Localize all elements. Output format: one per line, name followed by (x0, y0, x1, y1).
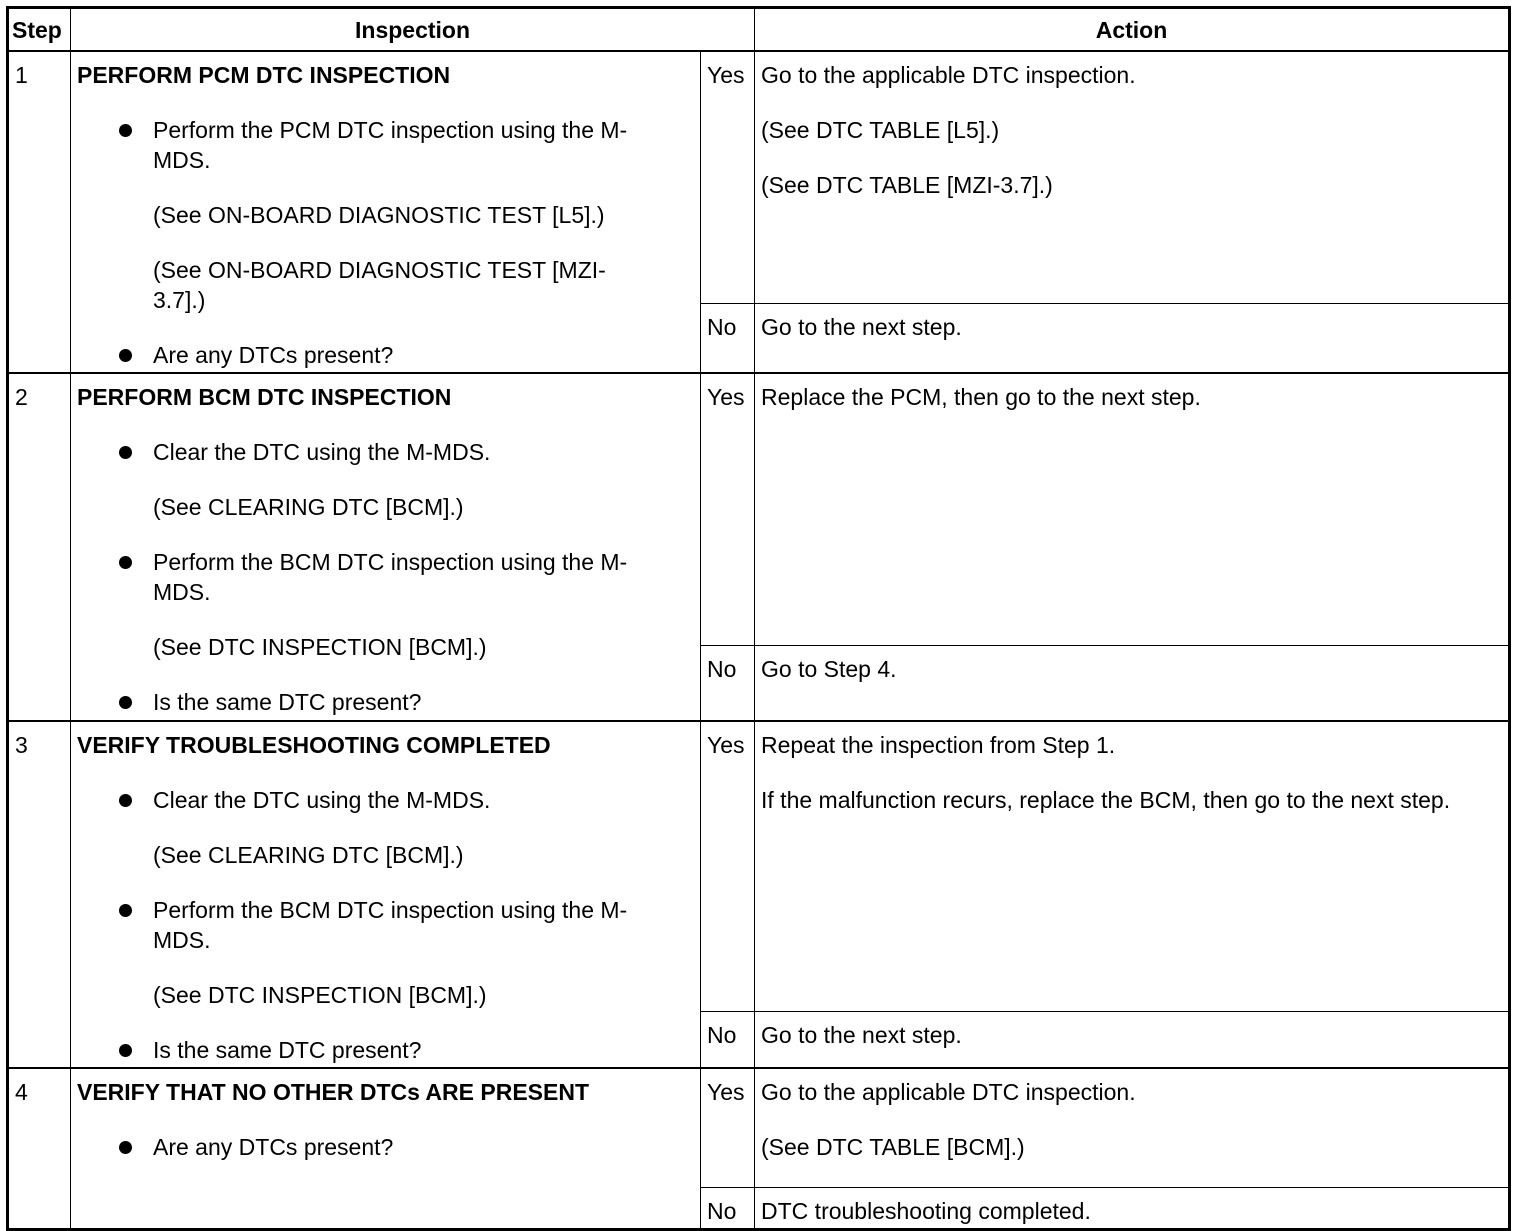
reference-note: (See ON-BOARD DIAGNOSTIC TEST [L5].) (153, 202, 605, 228)
header-inspection: Inspection (71, 8, 755, 52)
no-action-cell: DTC troubleshooting completed. (755, 1188, 1510, 1230)
bullet-dot-icon (119, 124, 132, 137)
no-action-cell: Go to the next step. (755, 303, 1510, 373)
bullet-item: Are any DTCs present? (77, 1132, 694, 1162)
step-number: 1 (8, 51, 71, 373)
bullet-dot-icon (119, 349, 132, 362)
no-action-cell: Go to the next step. (755, 1011, 1510, 1068)
header-row (8, 8, 1510, 52)
no-action-cell: Go to Step 4. (755, 645, 1510, 721)
yes-label: Yes (701, 1068, 755, 1188)
table-row (8, 51, 1510, 303)
no-label: No (701, 1188, 755, 1230)
yes-label: Yes (701, 51, 755, 303)
bullet-dot-icon (119, 1044, 132, 1057)
yes-label: Yes (701, 373, 755, 645)
bullet-item: Is the same DTC present? (77, 687, 694, 717)
bullet-item: Is the same DTC present? (77, 1035, 694, 1065)
table-row (8, 721, 1510, 1011)
step-number: 4 (8, 1068, 71, 1230)
bullet-dot-icon (119, 556, 132, 569)
document-page (6, 6, 1511, 1231)
header-action: Action (755, 8, 1510, 52)
reference-note: (See DTC INSPECTION [BCM].) (153, 982, 487, 1008)
yes-label: Yes (701, 721, 755, 1011)
step-number: 3 (8, 721, 71, 1068)
table-row (8, 1068, 1510, 1188)
yes-action-cell: Go to the applicable DTC inspection. (See DTC TABLE [BCM].) (755, 1068, 1510, 1188)
bullet-item: Perform the BCM DTC inspection using the M-MDS. (77, 895, 694, 955)
yes-action-cell: Go to the applicable DTC inspection. (See DTC TABLE [L5].) (See DTC TABLE [MZI-3.7].) (755, 51, 1510, 303)
bullet-item: Are any DTCs present? (77, 340, 694, 370)
no-label: No (701, 303, 755, 373)
no-label: No (701, 645, 755, 721)
bullet-item: Clear the DTC using the M-MDS. (77, 437, 694, 467)
step-title: VERIFY THAT NO OTHER DTCs ARE PRESENT (77, 1079, 590, 1105)
troubleshooting-table (6, 6, 1511, 1231)
step-number: 2 (8, 373, 71, 721)
inspection-cell (71, 1068, 701, 1230)
reference-note: (See DTC INSPECTION [BCM].) (153, 634, 487, 660)
bullet-dot-icon (119, 1141, 132, 1154)
inspection-cell (71, 373, 701, 721)
table-row (8, 373, 1510, 645)
header-step: Step (8, 8, 71, 52)
reference-note: (See CLEARING DTC [BCM].) (153, 842, 464, 868)
inspection-cell (71, 51, 701, 373)
bullet-item: Perform the PCM DTC inspection using the M-MDS. (77, 115, 694, 175)
yes-action-cell: Repeat the inspection from Step 1. If the malfunction recurs, replace the BCM, then go to the next step. (755, 721, 1510, 1011)
yes-action-cell: Replace the PCM, then go to the next step. (755, 373, 1510, 645)
no-label: No (701, 1011, 755, 1068)
bullet-dot-icon (119, 904, 132, 917)
step-title: PERFORM PCM DTC INSPECTION (77, 62, 451, 88)
step-title: VERIFY TROUBLESHOOTING COMPLETED (77, 732, 551, 758)
bullet-item: Perform the BCM DTC inspection using the M-MDS. (77, 547, 694, 607)
bullet-item: Clear the DTC using the M-MDS. (77, 785, 694, 815)
bullet-dot-icon (119, 794, 132, 807)
inspection-cell (71, 721, 701, 1068)
bullet-dot-icon (119, 696, 132, 709)
bullet-dot-icon (119, 446, 132, 459)
reference-note: (See ON-BOARD DIAGNOSTIC TEST [MZI-3.7].) (153, 257, 606, 313)
step-title: PERFORM BCM DTC INSPECTION (77, 384, 452, 410)
reference-note: (See CLEARING DTC [BCM].) (153, 494, 464, 520)
